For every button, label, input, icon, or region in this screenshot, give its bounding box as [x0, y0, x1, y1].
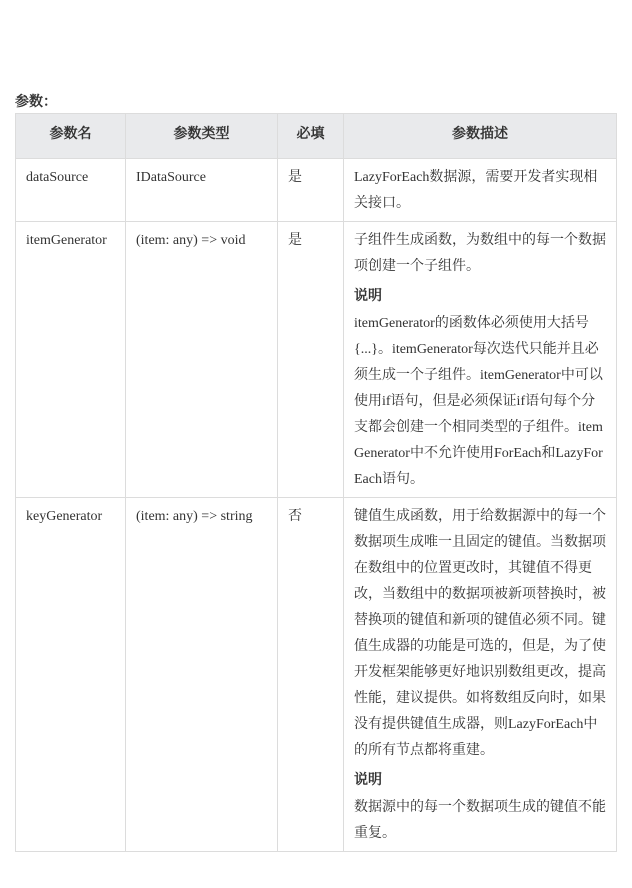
note-text: 数据源中的每一个数据项生成的键值不能重复。 [354, 800, 606, 841]
header-desc: 参数描述 [344, 114, 617, 159]
param-name: keyGenerator [16, 498, 126, 852]
header-type: 参数类型 [126, 114, 278, 159]
param-required: 是 [278, 159, 344, 222]
param-desc [344, 159, 617, 222]
desc-text: 键值生成函数，用于给数据源中的每一个数据项生成唯一且固定的键值。当数据项在数组中的位置更改时，其键值不得更改，当数组中的数据项被新项替换时，被替换项的键值和新项的键值必须不同。键值生成器的功能是可选的，但是，为了使开发框架能够更好地识别数组更改，提高性能，建议提供。如将数组反向时，如果没有提供键值生成器，则LazyForEach中的所有节点都将重建。 [354, 509, 606, 758]
table-row [16, 222, 617, 498]
table-row [16, 159, 617, 222]
param-required: 否 [278, 498, 344, 852]
param-required: 是 [278, 222, 344, 498]
table-header [16, 114, 617, 159]
param-type: (item: any) => void [126, 222, 278, 498]
param-name: itemGenerator [16, 222, 126, 498]
header-required: 必填 [278, 114, 344, 159]
section-label: 参数： [15, 93, 57, 109]
param-desc [344, 498, 617, 852]
param-name: dataSource [16, 159, 126, 222]
header-name: 参数名 [16, 114, 126, 159]
param-desc [344, 222, 617, 498]
desc-text: LazyForEach数据源，需要开发者实现相关接口。 [354, 170, 598, 211]
desc-text: 子组件生成函数，为数组中的每一个数据项创建一个子组件。 [354, 233, 606, 274]
param-type: IDataSource [126, 159, 278, 222]
note-text: itemGenerator的函数体必须使用大括号{...}。itemGenerator每次迭代只能并且必须生成一个子组件。itemGenerator中可以使用if语句，但是必须保证if语句每个分支都会创建一个相同类型的子组件。itemGenerator中不允许使用ForEach和LazyForEach语句。 [354, 316, 603, 487]
note-title: 说明 [354, 287, 382, 303]
param-type: (item: any) => string [126, 498, 278, 852]
params-table [15, 113, 617, 852]
note-title: 说明 [354, 771, 382, 787]
table-row [16, 498, 617, 852]
